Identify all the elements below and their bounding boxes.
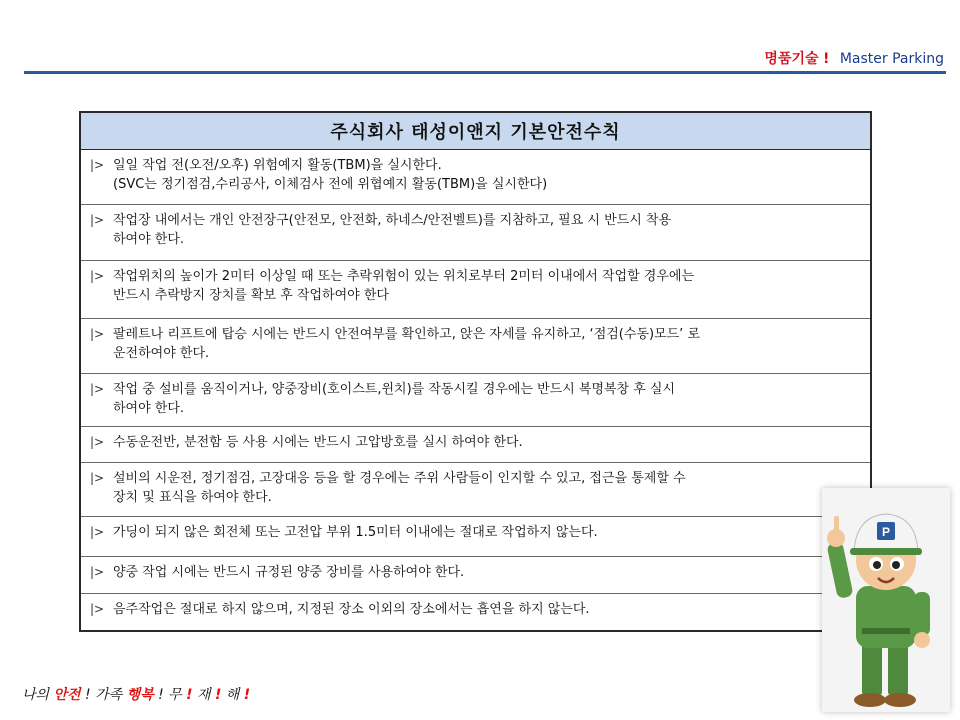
bullet-marker: |>	[90, 565, 105, 579]
mascot-illustration	[822, 488, 950, 712]
slogan-highlight: !	[214, 687, 222, 703]
table-row	[81, 594, 870, 631]
header-divider	[24, 71, 946, 74]
row-text: 설비의 시운전, 정기점검, 고장대응 등을 할 경우에는 주위 사람들이 인지할 수 있고, 접근을 통제할 수	[113, 471, 686, 486]
table-row	[81, 319, 870, 374]
slogan-text: 해	[221, 687, 244, 703]
row-text: (SVC는 정기점검,수리공사, 이체검사 전에 위협예지 활동(TBM)을 실시한다)	[113, 177, 548, 192]
brand-korean: 명품기술	[764, 51, 819, 67]
table-row	[81, 517, 870, 557]
row-text: 가딩이 되지 않은 회전체 또는 고전압 부위 1.5미터 이내에는 절대로 작업하지 않는다.	[113, 525, 598, 540]
table-row	[81, 205, 870, 261]
slogan-text: 재	[192, 687, 215, 703]
row-text: 하여야 한다.	[113, 401, 185, 416]
bullet-marker: |>	[90, 471, 105, 485]
table-row	[81, 374, 870, 427]
row-text: 작업 중 설비를 움직이거나, 양중장비(호이스트,윈치)를 작동시킬 경우에는 반드시 복명복창 후 실시	[113, 382, 676, 397]
bullet-marker: |>	[90, 382, 105, 396]
row-text: 반드시 추락방지 장치를 확보 후 작업하여야 한다	[113, 288, 389, 303]
brand-label	[764, 48, 944, 68]
slogan-highlight: !	[243, 687, 251, 703]
row-text: 음주작업은 절대로 하지 않으며, 지정된 장소 이외의 장소에서는 흡연을 하지 않는다.	[113, 602, 590, 617]
bullet-marker: |>	[90, 435, 105, 449]
row-text: 하여야 한다.	[113, 232, 185, 247]
brand-exclamation: !	[822, 51, 830, 67]
safety-rules-table	[79, 111, 872, 632]
row-text: 팔레트나 리프트에 탑승 시에는 반드시 안전여부를 확인하고, 앉은 자세를 유지하고, ‘점검(수동)모드’ 로	[113, 327, 701, 342]
brand-english: Master Parking	[839, 51, 944, 67]
slogan-highlight: !	[186, 687, 193, 703]
bullet-marker: |>	[90, 213, 105, 227]
row-text: 장치 및 표식을 하여야 한다.	[113, 490, 272, 505]
row-text: 작업장 내에서는 개인 안전장구(안전모, 안전화, 하네스/안전벨트)를 지참하고, 필요 시 반드시 착용	[113, 213, 672, 228]
bullet-marker: |>	[90, 158, 105, 172]
table-row	[81, 261, 870, 319]
slogan-text: ! 가족	[80, 687, 127, 703]
table-row	[81, 150, 870, 205]
bullet-marker: |>	[90, 525, 105, 539]
row-text: 수동운전반, 분전함 등 사용 시에는 반드시 고압방호를 실시 하여야 한다.	[113, 435, 523, 450]
bullet-marker: |>	[90, 602, 105, 616]
mascot-image	[822, 488, 950, 712]
table-row	[81, 427, 870, 463]
bullet-marker: |>	[90, 327, 105, 341]
table-row	[81, 463, 870, 517]
row-text: 운전하여야 한다.	[113, 346, 210, 361]
bullet-marker: |>	[90, 269, 105, 283]
table-row	[81, 557, 870, 594]
table-title: 주식회사 태성이앤지 기본안전수칙	[81, 113, 870, 150]
slogan-highlight: 안전	[53, 687, 81, 703]
slogan-highlight: 행복	[126, 687, 154, 703]
slogan-text: ! 무	[153, 687, 187, 703]
row-text: 양중 작업 시에는 반드시 규정된 양중 장비를 사용하여야 한다.	[113, 565, 465, 580]
row-text: 작업위치의 높이가 2미터 이상일 때 또는 추락위험이 있는 위치로부터 2미터 이내에서 작업할 경우에는	[113, 269, 695, 284]
slogan-text: 나의	[22, 687, 54, 703]
helmet-badge-logo: P	[881, 525, 891, 539]
row-text: 일일 작업 전(오전/오후) 위험예지 활동(TBM)을 실시한다.	[113, 158, 442, 173]
safety-slogan	[22, 684, 250, 704]
